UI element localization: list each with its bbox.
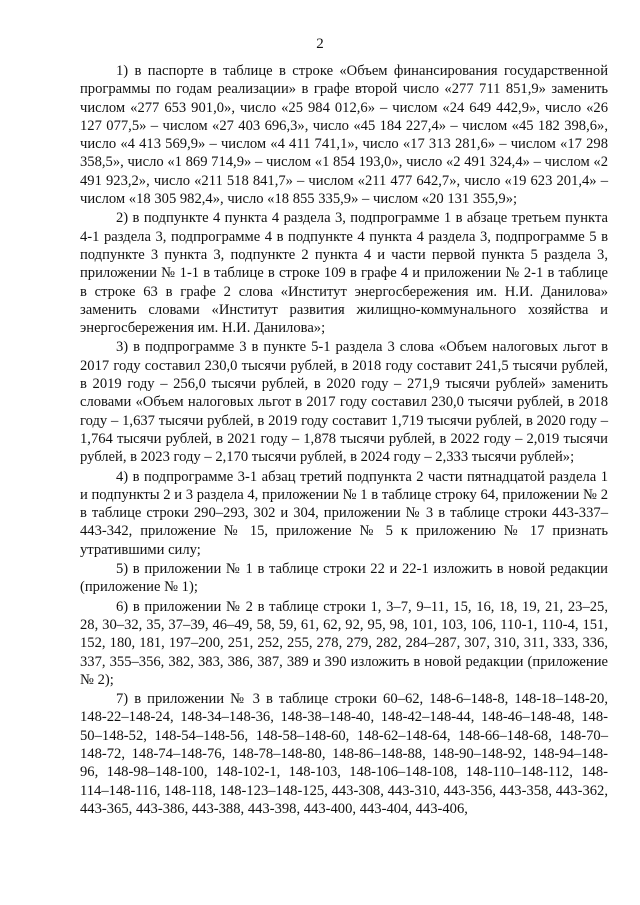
paragraph-item-6: 6) в приложении № 2 в таблице строки 1, 3–7, 9–11, 15, 16, 18, 19, 21, 23–25, 28, 30–32, 35, 37–39, 46–49, 58, 59, 61, 62, 92, 95, 98, 101, 103, 106, 110-1, 110-4, 151, 152, 180, 181, 197–200, 251, 252, 255, 278, 279, 282, 284–287, 307, 310, 311, 333, 336, 337, 355–356, 382, 383, 386, 387, 389 и 390 изложить в новой редакции (приложение № 2);	[80, 598, 608, 688]
document-body	[80, 62, 608, 819]
page-number: 2	[316, 36, 324, 52]
paragraph-item-4: 4) в подпрограмме 3-1 абзац третий подпункта 2 части пятнадцатой раздела 1 и подпункты 2 и 3 раздела 4, приложении № 1 в таблице строку 64, приложении № 2 в таблице строки 290–293, 302 и 304, приложении № 3 в таблице строки 443-337–443-342, приложение № 15, приложение № 5 к приложению № 17 признать утратившими силу;	[80, 468, 608, 558]
paragraph-item-2: 2) в подпункте 4 пункта 4 раздела 3, подпрограмме 1 в абзаце третьем пункта 4-1 раздела 3, подпрограмме 4 в подпункте 4 пункта 4 раздела 3, подпрограмме 5 в подпункте 3 пункта 3, подпункте 2 пункта 4 и части первой пункта 5 раздела 3, приложении № 1-1 в таблице в строке 109 в графе 4 и приложении № 2-1 в таблице в строке 63 в графе 2 слова «Институт энергосбережения им. Н.И. Данилова» заменить словами «Институт развития жилищно-коммунального хозяйства и энергосбережения им. Н.И. Данилова»;	[80, 210, 608, 337]
paragraph-item-5: 5) в приложении № 1 в таблице строки 22 и 22-1 изложить в новой редакции (приложение № 1);	[80, 561, 608, 596]
paragraph-item-1: 1) в паспорте в таблице в строке «Объем финансирования государственной программы по годам реализации» в графе второй число «277 711 851,9» заменить числом «277 653 901,0», число «25 984 012,6» – числом «24 649 442,9», число «26 127 077,5» – числом «27 403 696,3», число «45 184 227,4» – числом «45 182 398,6», число «4 413 569,9» – числом «4 411 741,1», число «17 313 281,6» – числом «17 298 358,5», число «1 869 714,9» – числом «1 854 193,0», число «2 491 324,4» – числом «2 491 923,2», число «211 518 841,7» – числом «211 477 642,7», число «19 623 201,4» – числом «18 305 982,4», число «18 855 335,9» – числом «20 131 355,9»;	[80, 63, 608, 208]
paragraph-item-7: 7) в приложении № 3 в таблице строки 60–62, 148-6–148-8, 148-18–148-20, 148-22–148-24, 148-34–148-36, 148-38–148-40, 148-42–148-44, 148-46–148-48, 148-50–148-52, 148-54–148-56, 148-58–148-60, 148-62–148-64, 148-66–148-68, 148-70–148-72, 148-74–148-76, 148-78–148-80, 148-86–148-88, 148-90–148-92, 148-94–148-96, 148-98–148-100, 148-102-1, 148-103, 148-106–148-108, 148-110–148-112, 148-114–148-116, 148-118, 148-123–148-125, 443-308, 443-310, 443-356, 443-358, 443-362, 443-365, 443-386, 443-388, 443-398, 443-400, 443-404, 443-406,	[80, 691, 608, 817]
paragraph-item-3: 3) в подпрограмме 3 в пункте 5-1 раздела 3 слова «Объем налоговых льгот в 2017 году составил 230,0 тысячи рублей, в 2018 году составит 241,5 тысячи рублей, в 2019 году – 256,0 тысячи рублей, в 2020 году – 271,9 тысячи рублей» заменить словами «Объем налоговых льгот в 2017 году составил 230,0 тысячи рублей, в 2018 году – 1,637 тысячи рублей, в 2019 году составит 1,719 тысячи рублей, в 2020 году – 1,764 тысячи рублей, в 2021 году – 1,878 тысячи рублей, в 2022 году – 2,019 тысячи рублей, в 2023 году – 2,170 тысячи рублей, в 2024 году – 2,333 тысячи рублей»;	[80, 339, 608, 466]
